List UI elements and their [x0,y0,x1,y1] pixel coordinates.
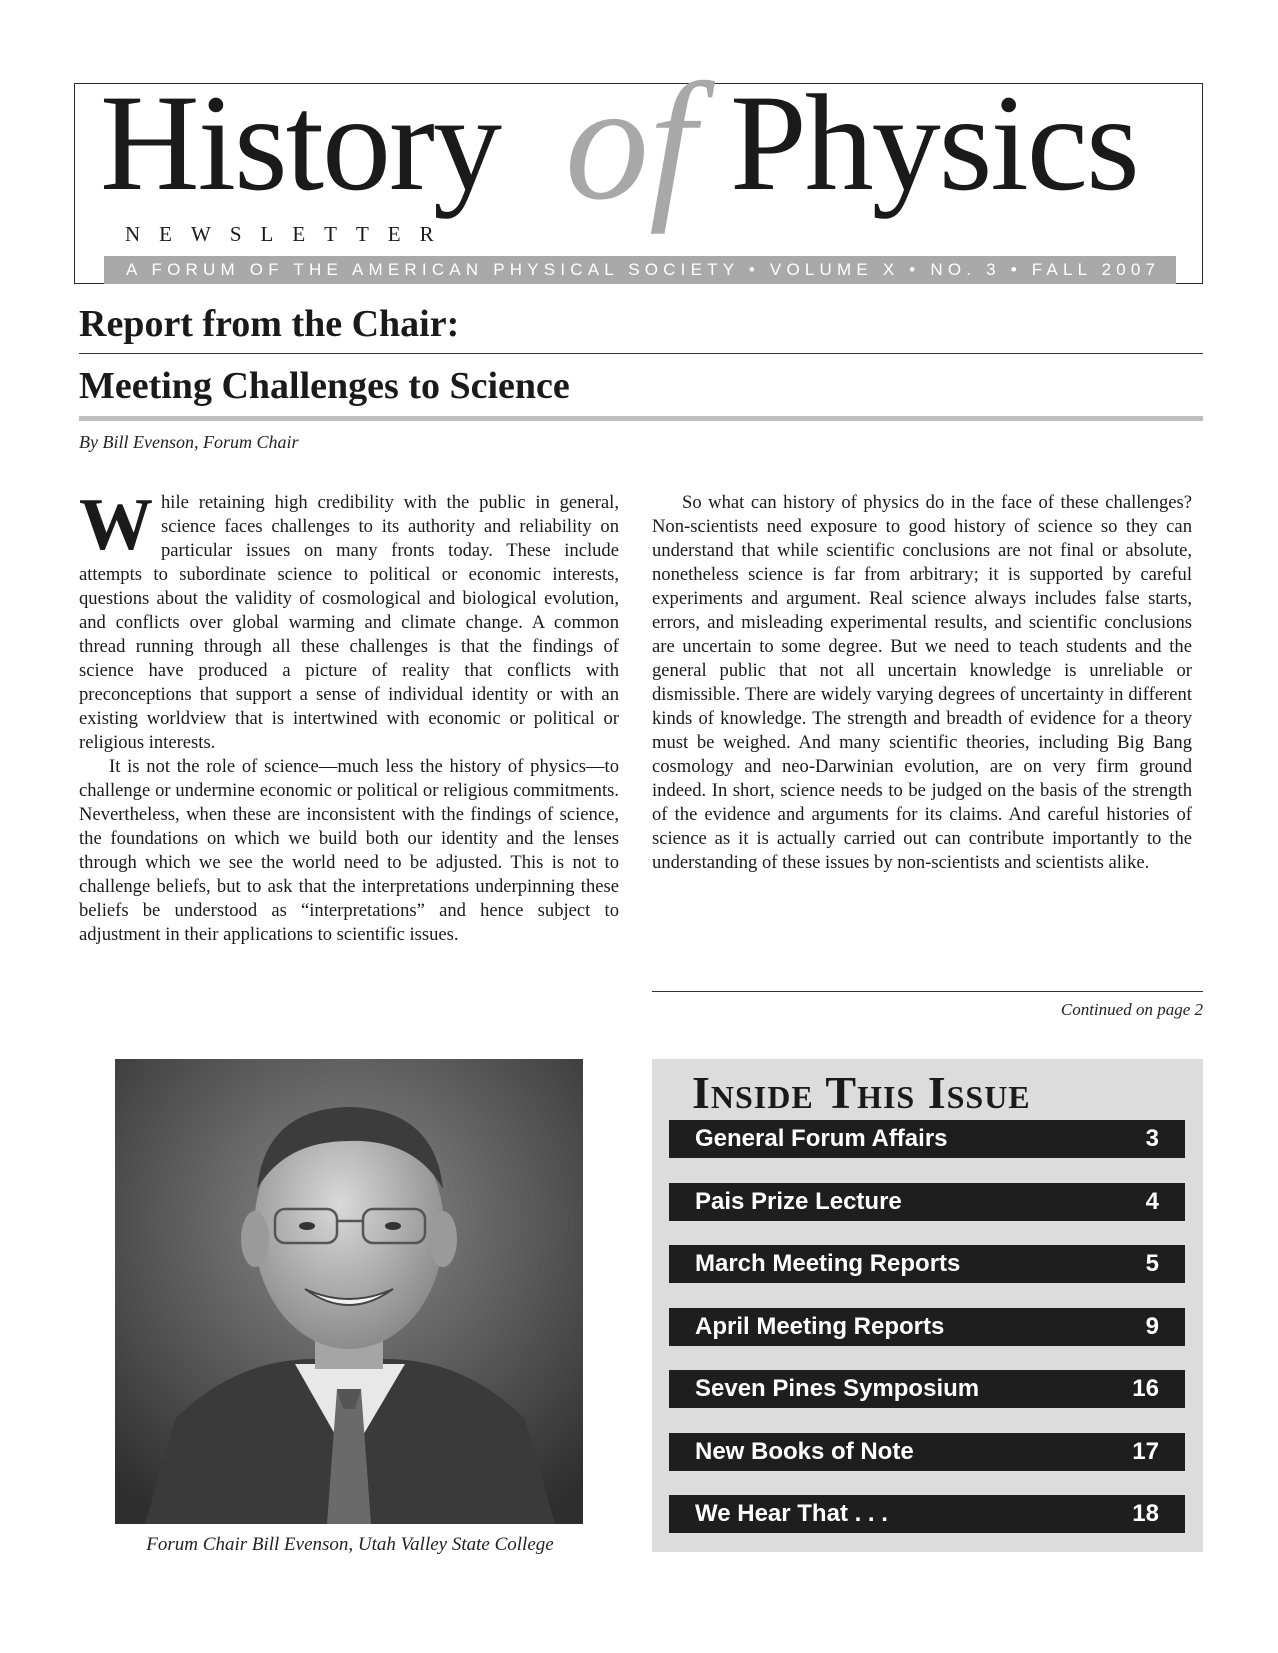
portrait-photo [115,1059,583,1524]
headline-report: Report from the Chair: [79,303,460,345]
toc-item-label: Seven Pines Symposium [695,1375,980,1402]
article-paragraph-3: So what can history of physics do in the face of these challenges? Non-scientists need exposure to good history of science so they can understand that while scientific conclusions are not final or absolute, nonetheless science is far from arbitrary; it is supported by careful experiments and argument. Real science always includes false starts, errors, and misleading experimental results, and scientific conclusions are uncertain to some degree. But we need to teach students and the general public that not all uncertain knowledge is unreliable or dismissible. There are widely varying degrees of uncertainty in different kinds of knowledge. The strength and breadth of evidence for a theory must be weighed. And many scientific theories, including Big Bang cosmology and neo-Darwinian evolution, are on very firm ground indeed. In short, science needs to be judged on the basis of the strength of the evidence and arguments for its claims. And careful histories of science as it is actually carried out can contribute importantly to the understanding of these issues by non-scientists and scientists alike. [652,492,1192,873]
masthead-subtitle: NEWSLETTER [125,222,453,246]
headline-rule [79,416,1203,421]
headline-divider [79,353,1203,354]
toc-item-label: March Meeting Reports [695,1250,961,1277]
toc-item-april-meeting-reports[interactable] [669,1308,1185,1346]
toc-item-seven-pines-symposium[interactable] [669,1370,1185,1408]
toc-item-we-hear-that[interactable] [669,1495,1185,1533]
toc-item-new-books-of-note[interactable] [669,1433,1185,1471]
masthead-title-physics: Physics [730,66,1138,219]
toc-item-general-forum-affairs[interactable] [669,1120,1185,1158]
toc-item-label: New Books of Note [695,1438,914,1465]
toc-item-page: 9 [1145,1313,1159,1340]
masthead-title-of: of [565,49,696,235]
article-column-left [79,484,619,947]
toc-item-page: 16 [1132,1375,1159,1402]
toc-item-label: General Forum Affairs [695,1125,948,1152]
toc-item-label: April Meeting Reports [695,1313,945,1340]
toc-item-label: We Hear That . . . [695,1500,888,1527]
toc-item-pais-prize-lecture[interactable] [669,1183,1185,1221]
continued-link[interactable]: Continued on page 2 [1060,1000,1203,1019]
article-paragraph-1 [79,484,619,755]
continued-divider [652,991,1203,992]
masthead-issue-strip: A FORUM OF THE AMERICAN PHYSICAL SOCIETY • VOLUME X • NO. 3 • FALL 2007 [104,256,1176,284]
byline: By Bill Evenson, Forum Chair [79,432,299,452]
toc-item-label: Pais Prize Lecture [695,1188,902,1215]
headline-title: Meeting Challenges to Science [79,365,570,407]
toc-item-page: 18 [1132,1500,1159,1527]
article-paragraph-1-text: hile retaining high credibility with the public in general, science faces challenges to its authority and reliability on particular issues on many fronts today. These include attempts to subordinate science to political or economic interests, questions about the validity of cosmological and biological evolution, and conflicts over global warming and climate change. A common thread running through all these challenges is that the findings of science have produced a picture of reality that conflicts with preconceptions that support a sense of individual identity or with an existing worldview that is intertwined with economic or political or religious interests. [79,492,619,753]
photo-caption: Forum Chair Bill Evenson, Utah Valley State College [146,1534,554,1555]
article-paragraph-2: It is not the role of science—much less the history of physics—to challenge or undermine economic or political or religious commitments. Nevertheless, when these are inconsistent with the findings of science, the foundations on which we build both our identity and the lenses through which we see the world need to be adjusted. This is not to challenge beliefs, but to ask that the interpretations underpinning these beliefs be understood as “interpretations” and hence subject to adjustment in their applications to scientific issues. [79,756,619,945]
article-column-right [652,491,1192,875]
toc-item-page: 17 [1132,1438,1159,1465]
toc-item-page: 3 [1145,1125,1159,1152]
masthead-title-history: History [100,66,500,219]
drop-cap: W [79,484,153,566]
toc-item-page: 5 [1145,1250,1159,1277]
toc-item-march-meeting-reports[interactable] [669,1245,1185,1283]
inside-this-issue-title: Inside This Issue [692,1067,1031,1118]
toc-item-page: 4 [1145,1188,1159,1215]
